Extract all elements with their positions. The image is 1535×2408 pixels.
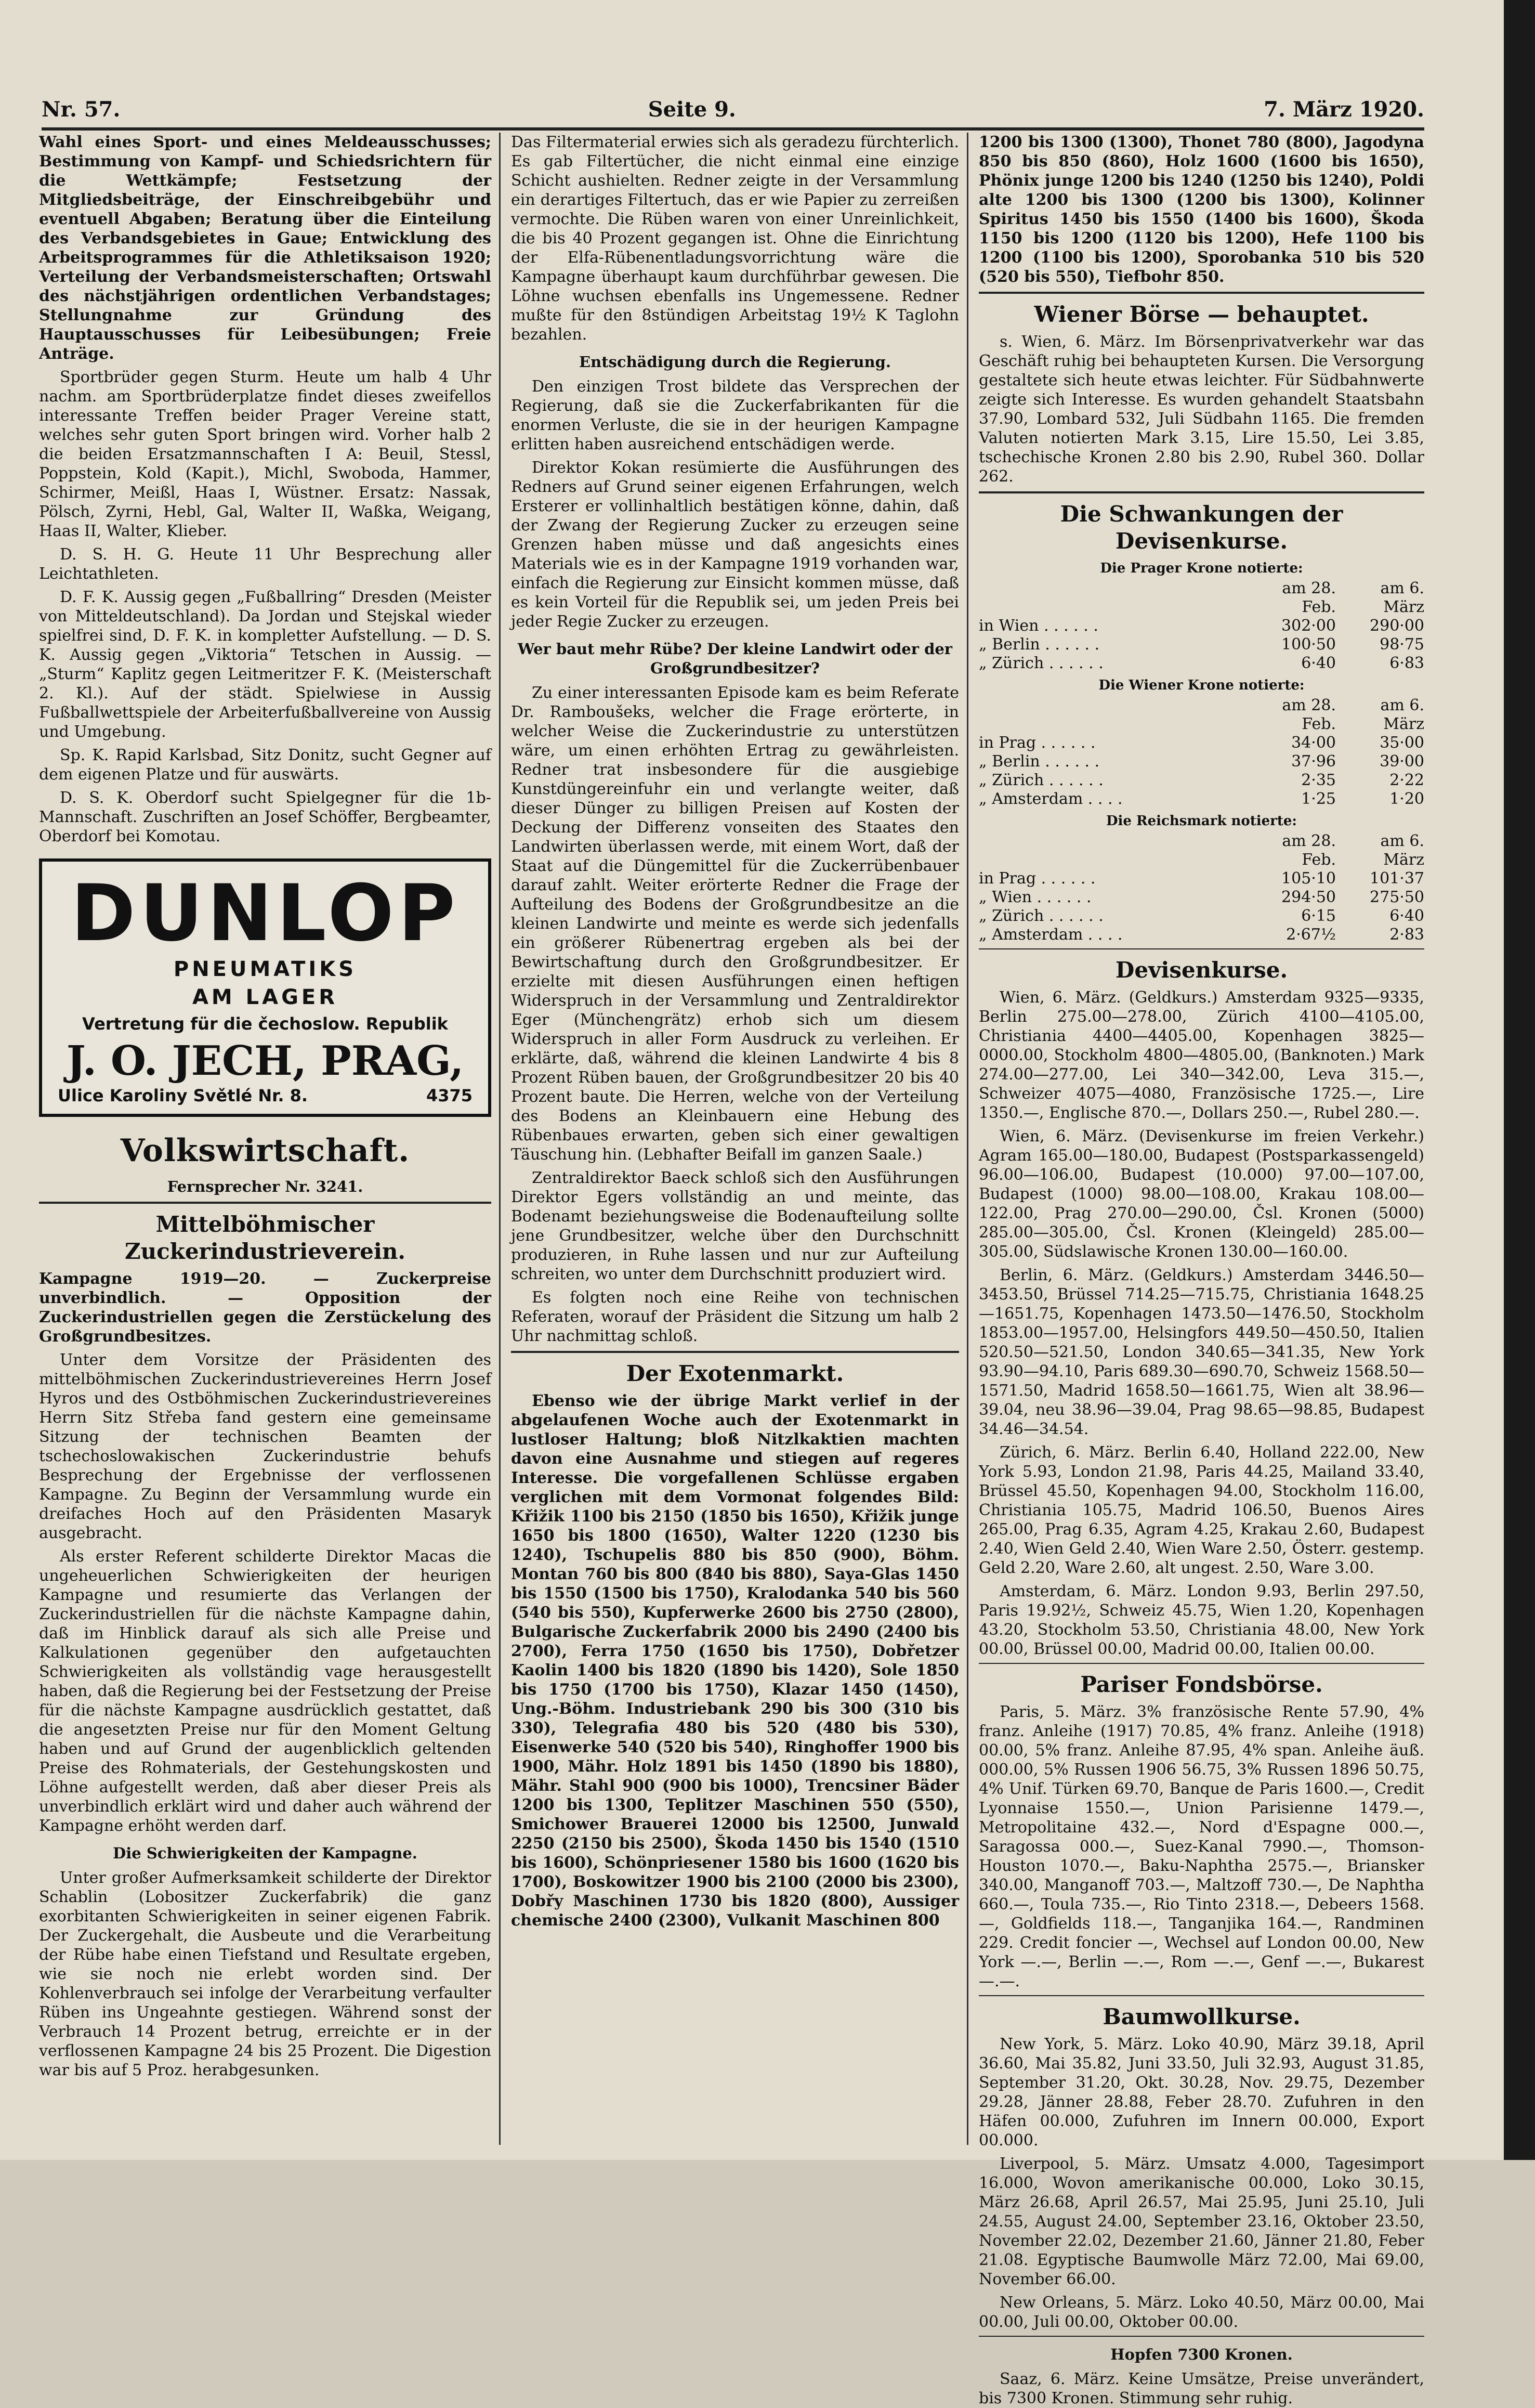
article-paragraph: Unter dem Vorsitze der Präsidenten des mittelböhmischen Zuckerindustrievereines Herrn Josef Hyros und des Ostböhmischen Zuckerindustrievereines Herrn Sitz Střeba fand gestern eine gemeinsame Sitzung der technischen Beamten der tschechoslowakischen Zuckerindustrie behufs Besprechung der Ergebnisse der verflossenen Kampagne. Zu Beginn der Versammlung wurde ein dreifaches Hoch auf den Präsidenten Masaryk ausgebracht. xyxy=(39,1351,491,1542)
ad-line: PNEUMATIKS xyxy=(173,957,357,981)
fx-place: „ Zürich . . . . . . xyxy=(979,654,1104,672)
sport-paragraph: D. S. K. Oberdorf sucht Spielgegner für die 1b-Mannschaft. Zuschriften an Josef Schöffer, Bergbeamter, Oberdorf bei Komotau. xyxy=(39,789,491,845)
market-paragraph: 1200 bis 1300 (1300), Thonet 780 (800), Jagodyna 850 bis 850 (860), Holz 1600 (1600 bis 1650), Phönix junge 1200 bis 1240 (1250 bis 1240), Poldi alte 1200 bis 1300 (1200 bis 1300), Kolinner Spiritus 1450 bis 1550 (1400 bis 1600), Škoda 1150 bis 1200 (1120 bis 1200), Hefe 1100 bis 1200 (1100 bis 1200), Sporobanka 510 bis 520 (520 bis 550), Tiefbohr 850. xyxy=(979,133,1424,286)
fx-place: „ Wien . . . . . . xyxy=(979,888,1092,906)
market-paragraph: Amsterdam, 6. März. London 9.93, Berlin 297.50, Paris 19.92½, Schweiz 45.75, Wien 1.20, Kopenhagen 43.20, Stockholm 53.50, Christiania 48.00, New York 00.00, Brüssel 00.00, Madrid 00.00, Italien 00.00. xyxy=(979,1582,1424,1658)
article-paragraph: Unter großer Aufmerksamkeit schilderte der Direktor Schablin (Lobositzer Zuckerfabrik) die ganz exorbitanten Schwierigkeiten in seiner eigenen Fabrik. Der Zuckergehalt, die Ausbeute und die Verarbeitung der Rübe habe einen Tiefstand und Resultate ergeben, wie sie noch nie erlebt worden sind. Der Kohlenverbrauch sei infolge der Verarbeitung verfaulter Rüben ins Ungeahnte gestiegen. Während sonst der Verbrauch 14 Prozent betrug, erreichte er in der verflossenen Kampagne 24 bis 25 Prozent. Die Digestion war bis auf 5 Proz. herabgesunken. xyxy=(39,1869,491,2079)
market-paragraph: Berlin, 6. März. (Geldkurs.) Amsterdam 3446.50—3453.50, Brüssel 714.25—715.75, Christiania 1648.25—1651.75, Kopenhagen 1473.50—1476.50, Stockholm 1853.00—1957.00, Helsingfors 449.50—450.50, Italien 520.50—521.50, London 340.65—341.35, New York 93.90—94.10, Paris 689.30—690.70, Schweiz 1568.50—1571.50, Madrid 1658.50—1661.75, Wien alt 38.96—39.04, neu 38.96—39.04, Prag 98.65—98.85, Budapest 34.46—34.54. xyxy=(979,1266,1424,1438)
section-title: Devisenkurse. xyxy=(1115,957,1288,983)
article-title: Mittelböhmischer Zuckerindustrieverein. xyxy=(124,1212,406,1264)
market-paragraph: Saaz, 6. März. Keine Umsätze, Preise unverändert, bis 7300 Kronen. Stimmung sehr ruhig. xyxy=(979,2370,1424,2407)
fx-value: 2·83 xyxy=(1389,926,1424,944)
article-paragraph: Das Filtermaterial erwies sich als geradezu fürchterlich. Es gab Filtertücher, die nicht einmal eine einzige Schicht aushielten. Redner zeigte in der Versammlung ein derartiges Filtertuch, das er wie Papier zu zerreißen vermochte. Die Rüben waren von einer Unreinlichkeit, die bis 40 Prozent gegangen ist. Ohne die Einrichtung der Elfa-Rübenentladungsvorrichtung wäre die Kampagne überhaupt kaum durchführbar gewesen. Die Löhne wuchsen ebenfalls ins Ungemessene. Redner mußte für den 8stündigen Arbeitstag 19½ K Taglohn bezahlen. xyxy=(511,133,959,344)
divider xyxy=(979,292,1424,294)
fx-table-heading: Die Prager Krone notierte: xyxy=(1100,561,1303,576)
table-row xyxy=(979,888,1424,907)
subheading: Wer baut mehr Rübe? Der kleine Landwirt oder der Großgrundbesitzer? xyxy=(517,640,953,677)
fx-place: „ Berlin . . . . . . xyxy=(979,635,1100,654)
market-paragraph: Ebenso wie der übrige Markt verlief in der abgelaufenen Woche auch der Exotenmarkt in lustloser Haltung; bloß Nitzlkaktien machten davon eine Ausnahme und stiegen auf regeres Interesse. Die vorgefallenen Schlüsse ergaben verglichen mit dem Vormonat folgendes Bild: Křižik 1100 bis 2150 (1850 bis 1650), Křižik junge 1650 bis 1800 (1650), Walter 1220 (1230 bis 1240), Tschupelis 880 bis 850 (900), Böhm. Montan 760 bis 800 (840 bis 880), Saya-Glas 1450 bis 1550 (1500 bis 1750), Kralodanka 540 bis 560 (540 bis 550), Kupferwerke 2600 bis 2750 (2800), Bulgarische Zuckerfabrik 2000 bis 2490 (2400 bis 2700), Ferra 1750 (1650 bis 1750), Dobřetzer Kaolin 1400 bis 1820 (1890 bis 1420), Sole 1850 bis 1750 (1700 bis 1750), Klazar 1450 (1450), Ung.-Böhm. Industriebank 290 bis 300 (310 bis 330), Telegrafia 480 bis 520 (480 bis 530), Eisenwerke 540 (520 bis 540), Ringhoffer 1900 bis 1900, Mähr. Holz 1891 bis 1450 (1890 bis 1880), Mähr. Stahl 900 (900 bis 1000), Trencsiner Bäder 1200 bis 1300, Teplitzer Maschinen 550 (550), Smichower Brauerei 12000 bis 12500, Junwald 2250 (2150 bis 2500), Škoda 1450 bis 1540 (1510 bis 1600), Schönpriesener 1580 bis 1600 (1620 bis 1700), Boskowitzer 1900 bis 2100 (2000 bis 2300), Dobřy Maschinen 1730 bis 1820 (800), Aussiger chemische 2400 (2300), Vulkanit Maschinen 800 xyxy=(511,1392,959,1930)
subheading: Entschädigung durch die Regierung. xyxy=(579,353,891,371)
fx-value: 2·67½ xyxy=(1286,926,1336,944)
fx-place: „ Amsterdam . . . . xyxy=(979,926,1123,944)
table-row xyxy=(979,869,1424,888)
subheading: Die Schwierigkeiten der Kampagne. xyxy=(113,1844,417,1862)
sport-paragraph: Sportbrüder gegen Sturm. Heute um halb 4 Uhr nachm. am Sportbrüderplatze findet dieses zweifellos interessante Treffen beider Prager Vereine statt, welches sehr guten Sport bringen wird. Vorher halb 2 die beiden Ersatzmannschaften I A: Beuil, Stessl, Poppstein, Kold (Kapit.), Michl, Swoboda, Hammer, Schirmer, Meißl, Haas I, Wüstner. Ersatz: Nassak, Pölsch, Zyrni, Hebl, Gal, Walter II, Waßka, Weigang, Haas II, Walter, Klieber. xyxy=(39,368,491,540)
market-paragraph: Zürich, 6. März. Berlin 6.40, Holland 222.00, New York 5.93, London 21.98, Paris 44.25, Mailand 33.40, Brüssel 45.50, Kopenhagen 94.00, Stockholm 116.00, Christiania 105.75, Madrid 106.50, Buenos Aires 265.00, Prag 6.35, Agram 4.25, Krakau 2.60, Budapest 2.40, Wien Geld 2.40, Wien Ware 2.50, Österr. gestemp. Geld 2.20, Ware 2.60, alt ungest. 2.50, Ware 3.00. xyxy=(979,1443,1424,1577)
fx-table-reichsmark xyxy=(979,832,1424,944)
fx-place: in Wien . . . . . . xyxy=(979,617,1098,635)
fx-value: 1·25 xyxy=(1301,790,1336,808)
fx-table-heading: Die Wiener Krone notierte: xyxy=(1098,678,1305,693)
section-title: Der Exotenmarkt. xyxy=(626,1361,844,1386)
fx-value: 37·96 xyxy=(1291,752,1336,771)
divider xyxy=(979,948,1424,949)
sport-paragraph: D. S. H. G. Heute 11 Uhr Besprechung aller Leichtathleten. xyxy=(39,545,491,583)
fx-value: 35·00 xyxy=(1380,734,1424,752)
sport-paragraph: Sp. K. Rapid Karlsbad, Sitz Donitz, sucht Gegner auf dem eigenen Platze und für auswärts. xyxy=(39,746,491,784)
market-paragraph: New Orleans, 5. März. Loko 40.50, März 00.00, Mai 00.00, Juli 00.00, Oktober 00.00. xyxy=(979,2294,1424,2331)
fx-value: 6·40 xyxy=(1301,654,1336,672)
fx-value: 275·50 xyxy=(1370,888,1424,906)
market-paragraph: Wien, 6. März. (Devisenkurse im freien Verkehr.) Agram 165.00—180.00, Budapest (Postsparkassengeld) 96.00—106.00, Budapest (10.000) 97.00—107.00, Budapest (1000) 98.00—108.00, Krakau 108.00—122.00, Prag 270.00—290.00, Čsl. Kronen (5000) 285.00—305.00, Čsl. Kronen (Kleingeld) 285.00—305.00, Südslawische Kronen 130.00—160.00. xyxy=(979,1127,1424,1261)
table-row xyxy=(979,617,1424,635)
section-title: Volkswirtschaft. xyxy=(120,1133,410,1169)
market-paragraph: s. Wien, 6. März. Im Börsenprivatverkehr war das Geschäft ruhig bei behaupteten Kursen. Die Versorgung gestaltete sich heute etwas leichter. Für Südbahnwerte zeigte sich Interesse. Es wurden gehandelt Staatsbahn 37.90, Lombard 532, Juli Südbahn 1165. Die fremden Valuten notierten Mark 3.15, Lire 15.50, Lei 3.85, tschechische Kronen 2.80 bis 2.90, Rubel 360. Dollar 262. xyxy=(979,333,1424,486)
divider xyxy=(39,1202,491,1204)
section-title: Die Schwankungen der Devisenkurse. xyxy=(1060,501,1343,554)
fx-value: 2·22 xyxy=(1389,771,1424,789)
market-paragraph: Liverpool, 5. März. Umsatz 4.000, Tagesimport 16.000, Wovon amerikanische 00.000, Loko 30.15, März 26.68, April 26.57, Mai 25.95, Juni 25.10, Juli 24.55, August 24.00, September 23.16, Oktober 23.50, November 22.02, Dezember 21.60, Jänner 21.80, Feber 21.08. Egyptische Baumwolle März 72.00, Mai 69.00, November 66.00. xyxy=(979,2155,1424,2288)
page-header xyxy=(42,91,1424,131)
ad-line: AM LAGER xyxy=(192,985,338,1009)
subheading: Hopfen 7300 Kronen. xyxy=(1110,2346,1293,2363)
fx-value: 100·50 xyxy=(1281,635,1336,654)
article-paragraph: Es folgten noch eine Reihe von technischen Referaten, worauf der Präsident die Sitzung um halb 2 Uhr nachmittag schloß. xyxy=(511,1288,959,1345)
ad-address: Ulice Karoliny Světlé Nr. 8. xyxy=(58,1086,308,1105)
market-paragraph: Paris, 5. März. 3% französische Rente 57.90, 4% franz. Anleihe (1917) 70.85, 4% franz. Anleihe (1918) 00.00, 5% franz. Anleihe 87.95, 4% span. Anleihe äuß. 000.00, 5% Russen 1906 56.75, 3% Russen 1896 50.75, 4% Unif. Türken 69.70, Banque de Paris 1600.—, Credit Lyonnaise 1550.—, Union Parisienne 1479.—, Metropolitaine 432.—, Nord d'Espagne 000.—, Saragossa 000.—, Suez-Kanal 7990.—, Thomson-Houston 1070.—, Baku-Naphtha 2575.—, Briansker 340.00, Manganoff 703.—, Maltzoff 730.—, De Naphtha 660.—, Toula 735.—, Rio Tinto 2318.—, Debeers 1568.—, Goldfields 118.—, Tanganjika 164.—, Randminen 229. Credit foncier —, Wechsel auf London 00.00, New York —.—, Berlin —.—, Rom —.—, Genf —.—, Bukarest —.—. xyxy=(979,1703,1424,1990)
fx-value: 6·15 xyxy=(1301,907,1336,925)
fx-value: 302·00 xyxy=(1281,617,1336,635)
divider xyxy=(979,1995,1424,1996)
issue-number: Nr. 57. xyxy=(42,97,121,122)
section-title: Pariser Fondsbörse. xyxy=(1080,1672,1323,1697)
divider xyxy=(979,2336,1424,2337)
phone-line: Fernsprecher Nr. 3241. xyxy=(167,1178,363,1195)
ad-brand: DUNLOP xyxy=(71,868,460,959)
fx-value: 6·83 xyxy=(1389,654,1424,672)
article-paragraph: Zentraldirektor Baeck schloß sich den Ausführungen Direktor Egers vollständig an und meinte, das Bodenamt beziehungsweise die Bodenaufteilung sollte jene Grundbesitzer, welche über den Durchschnitt produzieren, in Ruhe lassen und nur zur Aufteilung schreiten, wo unter dem Durchschnitt produziert wird. xyxy=(511,1169,959,1283)
fx-col-head: am 6. März xyxy=(1380,832,1424,869)
fx-value: 101·37 xyxy=(1370,869,1424,888)
fx-value: 98·75 xyxy=(1380,635,1424,654)
article-paragraph: Zu einer interessanten Episode kam es beim Referate Dr. Ramboušeks, welcher die Frage erörterte, in welcher Weise die Zuckerindustrie zu unterstützen wäre, um einen erhöhten Ertrag zu gewährleisten. Redner trat insbesondere für die ausgiebige Kunstdüngereinfuhr ein und verlangte weiter, daß dieser Dünger zu billigen Preisen auf Kosten der Deckung der Differenz vonseiten des Staates den Landwirten überlassen werde, mit einem Wort, daß der Staat auf die Düngemittel für die Zuckerrübenbauer darauf zahlt. Weiter erörterte Redner die Frage der Aufteilung des Bodens der Großgrundbesitze an die kleinen Landwirte und meinte es werde sich jedenfalls ein größerer Rübenertrag ergeben als bei der Bewirtschaftung durch den Großgrundbesitzer. Er erzielte mit diesen Ausführungen einen heftigen Widerspruch in der Versammlung und Zentraldirektor Eger (Münchengrätz) erhob sich um diesem Widerspruch in aller Form Ausdruck zu verleihen. Er erklärte, daß, während die kleinen Landwirte 4 bis 8 Prozent Rüben bauen, der Großgrundbesitzer 20 bis 40 Prozent baute. Die Herren, welche von der Verteilung des Bodens an Kleinbauern eine Hebung des Rübenbaues erwarten, geben sich einer gewaltigen Täuschung hin. (Lebhafter Beifall im ganzen Saale.) xyxy=(511,684,959,1164)
sport-paragraph: D. F. K. Aussig gegen „Fußballring“ Dresden (Meister von Mitteldeutschland). Da Jordan und Stejskal wieder spielfrei sind, D. F. K. in kompletter Aufstellung. — D. S. K. Aussig gegen „Viktoria“ Tetschen in Aussig. — „Sturm“ Kaplitz gegen Leitmeritzer F. K. (Meisterschaft 2. Kl.). Auf der städt. Spielwiese in Aussig Fußballwettspiele der Arbeiterfußballvereine von Aussig und Umgebung. xyxy=(39,588,491,741)
fx-col-head: am 28. Feb. xyxy=(1282,696,1336,733)
fx-place: „ Berlin . . . . . . xyxy=(979,752,1100,771)
section-title: Wiener Börse — behauptet. xyxy=(1034,302,1369,327)
fx-value: 34·00 xyxy=(1291,734,1336,752)
divider xyxy=(511,1351,959,1353)
fx-value: 105·10 xyxy=(1281,869,1336,888)
fx-value: 290·00 xyxy=(1370,617,1424,635)
table-row xyxy=(979,790,1424,809)
fx-col-head: am 6. März xyxy=(1380,579,1424,616)
fx-place: „ Zürich . . . . . . xyxy=(979,907,1104,925)
market-paragraph: New York, 5. März. Loko 40.90, März 39.18, April 36.60, Mai 35.82, Juni 33.50, Juli 32.93, August 31.85, September 31.20, Okt. 30.28, Nov. 29.75, Dezember 29.28, Jänner 28.88, Feber 28.70. Zufuhren in den Häfen 00.000, Zufuhren im Innern 00.000, Export 00.000. xyxy=(979,2035,1424,2150)
ad-number: 4375 xyxy=(426,1086,473,1105)
fx-value: 1·20 xyxy=(1389,790,1424,808)
ad-address-row xyxy=(47,1086,483,1105)
table-row xyxy=(979,771,1424,790)
fx-place: „ Amsterdam . . . . xyxy=(979,790,1123,808)
market-paragraph: Wien, 6. März. (Geldkurs.) Amsterdam 9325—9335, Berlin 275.00—278.00, Zürich 4100—4105.00, Christiania 4400—4405.00, Kopenhagen 3825—0000.00, Stockholm 4800—4805.00, (Banknoten.) Mark 274.00—277.00, Lei 340—342.00, Leva 315.—, Schweizer 4075—4080, Französische 1725.—, Lire 1350.—, Englische 870.—, Dollars 250.—, Rubel 280.—. xyxy=(979,988,1424,1122)
fx-col-head: am 28. Feb. xyxy=(1282,579,1336,616)
fx-value: 294·50 xyxy=(1281,888,1336,906)
column-2 xyxy=(499,133,959,2145)
table-row xyxy=(979,752,1424,771)
table-row xyxy=(979,654,1424,673)
fx-place: in Prag . . . . . . xyxy=(979,869,1096,888)
ad-firm: J. O. JECH, PRAG, xyxy=(66,1037,464,1085)
table-row xyxy=(979,635,1424,654)
column-1 xyxy=(39,133,491,2145)
sport-paragraph: Wahl eines Sport- und eines Meldeausschusses; Bestimmung von Kampf- und Schiedsrichtern für die Wettkämpfe; Festsetzung der Mitgliedsbeiträge, der Einschreibgebühr und eventuell Abgaben; Beratung über die Einteilung des Verbandsgebietes in Gaue; Entwicklung des Arbeitsprogrammes für die Athletiksaison 1920; Verteilung der Verbandsmeisterschaften; Ortswahl des nächstjährigen ordentlichen Verbandstages; Stellungnahme zur Gründung des Hauptausschusses für Leibesübungen; Freie Anträge. xyxy=(39,133,491,363)
ad-line: Vertretung für die čechoslow. Republik xyxy=(82,1014,448,1034)
fx-col-head: am 28. Feb. xyxy=(1282,832,1336,869)
page-number: Seite 9. xyxy=(648,97,736,122)
article-paragraph: Als erster Referent schilderte Direktor Macas die ungeheuerlichen Schwierigkeiten der heurigen Kampagne und resumierte das Verlangen der Zuckerindustriellen für die nächste Kampagne dahin, daß im Hinblick darauf als sich alle Preise und Kalkulationen gegenüber den aufgetauchten Schwierigkeiten als vollständig vage herausgestellt haben, daß die Regierung bei der Festsetzung der Preise für die nächste Kampagne ausdrücklich gestattet, daß die angesetzten Preise nur für den Moment Geltung haben und auf Grund der augenblicklich geltenden Preise des Rohmaterials, der Gestehungskosten und Löhne aufgestellt werden, daß aber dieser Preis als unverbindlich erklärt wird und daher auch während der Kampagne erhöht werden darf. xyxy=(39,1547,491,1835)
article-paragraph: Den einzigen Trost bildete das Versprechen der Regierung, daß sie die Zuckerfabrikanten für die enormen Verluste, die sie in der heurigen Kampagne erlitten haben ausreichend entschädigen werde. xyxy=(511,378,959,453)
fx-value: 39·00 xyxy=(1380,752,1424,771)
fx-table-vienna xyxy=(979,696,1424,809)
fx-value: 2·35 xyxy=(1301,771,1336,789)
issue-date: 7. März 1920. xyxy=(1264,97,1424,122)
divider xyxy=(979,491,1424,493)
dunlop-advertisement xyxy=(39,858,491,1117)
fx-table-prague xyxy=(979,579,1424,673)
divider xyxy=(979,1663,1424,1664)
fx-col-head: am 6. März xyxy=(1380,696,1424,733)
section-title: Baumwollkurse. xyxy=(1103,2004,1301,2029)
fx-table-heading: Die Reichsmark notierte: xyxy=(1106,813,1297,829)
fx-place: in Prag . . . . . . xyxy=(979,734,1096,752)
article-lead: Kampagne 1919—20. — Zuckerpreise unverbindlich. — Opposition der Zuckerindustriellen gegen die Zerstückelung des Großgrundbesitzes. xyxy=(39,1270,491,1346)
table-row xyxy=(979,907,1424,926)
column-3 xyxy=(967,133,1424,2407)
table-row xyxy=(979,926,1424,944)
table-row xyxy=(979,734,1424,752)
scan-dark-edge xyxy=(1504,0,1535,2160)
article-paragraph: Direktor Kokan resümierte die Ausführungen des Redners auf Grund seiner eigenen Erfahrungen, welch Ersterer er vollinhaltlich bestätigen könne, dahin, daß der Zwang der Regierung Zucker zu erzeugen seine Grenzen haben müsse und daß angesichts eines Materials wie es in der Kampagne 1919 vorhanden war, einfach die Regierung zur Einsicht kommen müsse, daß es kein Vorteil für die Republik sei, um jeden Preis bei jeder Regie Zucker zu erzeugen. xyxy=(511,459,959,631)
fx-place: „ Zürich . . . . . . xyxy=(979,771,1104,789)
fx-value: 6·40 xyxy=(1389,907,1424,925)
